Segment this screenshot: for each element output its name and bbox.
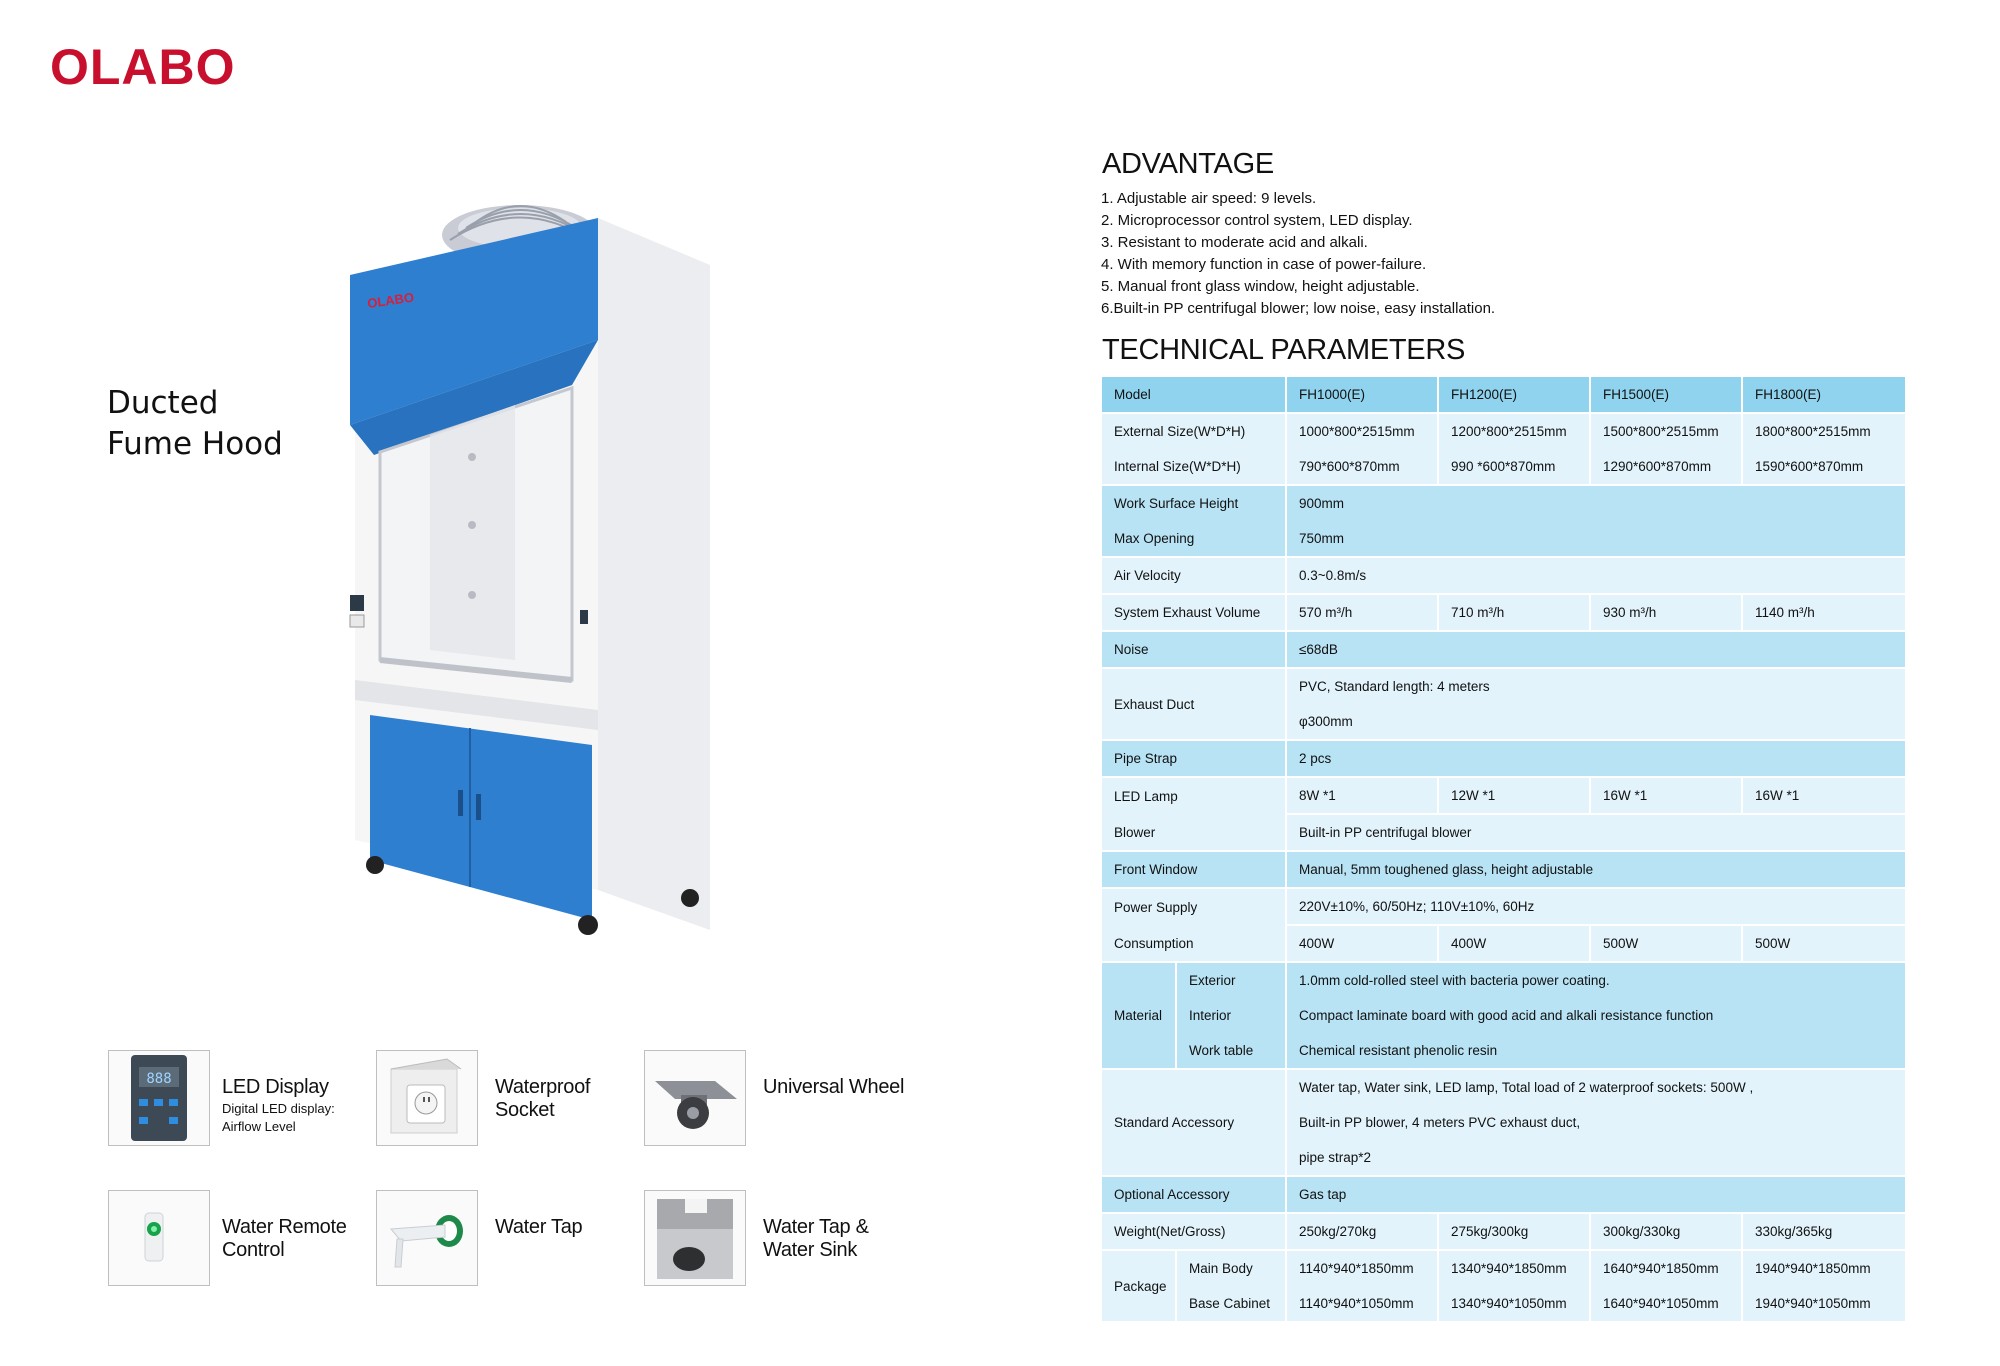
- cell: ≤68dB: [1286, 631, 1906, 668]
- cell: 220V±10%, 60/50Hz; 110V±10%, 60Hz: [1286, 888, 1906, 925]
- table-row-blower: [1102, 814, 1906, 851]
- cell: pipe strap*2: [1286, 1140, 1906, 1176]
- table-row-external-size: [1102, 413, 1906, 449]
- cell: 16W *1: [1590, 777, 1742, 814]
- row-label: Air Velocity: [1102, 557, 1286, 594]
- table-row-air-velocity: [1102, 557, 1906, 594]
- row-label: Front Window: [1102, 851, 1286, 888]
- cell: 1.0mm cold-rolled steel with bacteria power coating.: [1286, 962, 1906, 998]
- wheel-icon: [645, 1051, 745, 1145]
- remote-icon: [109, 1191, 209, 1285]
- technical-parameters-table: [1102, 377, 1907, 1323]
- cell: 1800*800*2515mm: [1742, 413, 1906, 449]
- water-sink-image: [644, 1190, 746, 1286]
- table-row-work-surface: [1102, 485, 1906, 521]
- led-display-image: [108, 1050, 210, 1146]
- row-label: Standard Accessory: [1102, 1069, 1286, 1176]
- table-row-model: [1102, 377, 1906, 413]
- advantage-item: 2. Microprocessor control system, LED display.: [1101, 212, 1413, 229]
- cell: 1000*800*2515mm: [1286, 413, 1438, 449]
- model-header: FH1000(E): [1286, 377, 1438, 413]
- row-label: Exhaust Duct: [1102, 668, 1286, 740]
- advantage-item: 6.Built-in PP centrifugal blower; low noise, easy installation.: [1101, 300, 1496, 317]
- cell: 500W: [1590, 925, 1742, 962]
- table-row-package-base: [1102, 1286, 1906, 1322]
- cell: 275kg/300kg: [1438, 1213, 1590, 1250]
- svg-text:888: 888: [146, 1071, 172, 1087]
- cell: 1590*600*870mm: [1742, 449, 1906, 485]
- sub-label: Work table: [1176, 1033, 1286, 1069]
- table-row-pipe-strap: [1102, 740, 1906, 777]
- cell: 570 m³/h: [1286, 594, 1438, 631]
- cell: 1940*940*1050mm: [1742, 1286, 1906, 1322]
- table-row-exhaust-volume: [1102, 594, 1906, 631]
- table-row-power-supply: [1102, 888, 1906, 925]
- cell: 0.3~0.8m/s: [1286, 557, 1906, 594]
- table-row-front-window: [1102, 851, 1906, 888]
- product-title-line1: Ducted: [107, 385, 219, 421]
- advantage-item: 4. With memory function in case of power-failure.: [1101, 256, 1427, 273]
- cell: 16W *1: [1742, 777, 1906, 814]
- hood-logo: OLABO: [366, 289, 415, 311]
- table-row-standard-accessory: [1102, 1069, 1906, 1105]
- cell: 1200*800*2515mm: [1438, 413, 1590, 449]
- cell: 1500*800*2515mm: [1590, 413, 1742, 449]
- cell: PVC, Standard length: 4 meters: [1286, 668, 1906, 704]
- table-row-optional-accessory: [1102, 1176, 1906, 1213]
- feature-waterproof-socket-title: Waterproof Socket: [495, 1076, 591, 1121]
- cell: φ300mm: [1286, 704, 1906, 740]
- socket-icon: [377, 1051, 477, 1145]
- row-label: Material: [1102, 962, 1176, 1069]
- row-label: External Size(W*D*H): [1102, 413, 1286, 449]
- cell: Gas tap: [1286, 1176, 1906, 1213]
- model-header: FH1800(E): [1742, 377, 1906, 413]
- table-row-material-worktable: [1102, 1033, 1906, 1069]
- advantage-title: ADVANTAGE: [1102, 148, 1274, 180]
- advantage-list: [1101, 188, 1621, 320]
- feature-water-sink-title: Water Tap & Water Sink: [763, 1216, 869, 1261]
- cell: 1290*600*870mm: [1590, 449, 1742, 485]
- table-row-material-exterior: [1102, 962, 1906, 998]
- advantage-item: 5. Manual front glass window, height adjustable.: [1101, 278, 1420, 295]
- row-label: Max Opening: [1102, 521, 1286, 557]
- tap-icon: [377, 1191, 477, 1285]
- cell: 1140*940*1850mm: [1286, 1250, 1438, 1286]
- feature-led-display-title: LED Display: [222, 1076, 329, 1098]
- feature-universal-wheel-title: Universal Wheel: [763, 1076, 905, 1098]
- row-label: LED Lamp: [1102, 777, 1286, 814]
- product-title: [107, 383, 283, 465]
- cell: 1640*940*1050mm: [1590, 1286, 1742, 1322]
- led-display-icon: [109, 1051, 209, 1145]
- row-label: Weight(Net/Gross): [1102, 1213, 1286, 1250]
- sub-label: Exterior: [1176, 962, 1286, 998]
- product-title-line2: Fume Hood: [107, 426, 283, 462]
- cell: 8W *1: [1286, 777, 1438, 814]
- sub-label: Base Cabinet: [1176, 1286, 1286, 1322]
- technical-parameters-title: TECHNICAL PARAMETERS: [1102, 334, 1465, 366]
- cell: 710 m³/h: [1438, 594, 1590, 631]
- cell: 12W *1: [1438, 777, 1590, 814]
- cell: 750mm: [1286, 521, 1906, 557]
- cell: 2 pcs: [1286, 740, 1906, 777]
- feature-water-tap-title: Water Tap: [495, 1216, 583, 1238]
- row-label: Pipe Strap: [1102, 740, 1286, 777]
- cell: Chemical resistant phenolic resin: [1286, 1033, 1906, 1069]
- feature-water-remote-title: Water Remote Control: [222, 1216, 347, 1261]
- table-row-max-opening: [1102, 521, 1906, 557]
- row-label: Optional Accessory: [1102, 1176, 1286, 1213]
- cell: 500W: [1742, 925, 1906, 962]
- cell: Water tap, Water sink, LED lamp, Total load of 2 waterproof sockets: 500W ,: [1286, 1069, 1906, 1105]
- table-row-package-main: [1102, 1250, 1906, 1286]
- row-label: Noise: [1102, 631, 1286, 668]
- cell: 1940*940*1850mm: [1742, 1250, 1906, 1286]
- cell: 930 m³/h: [1590, 594, 1742, 631]
- cell: 330kg/365kg: [1742, 1213, 1906, 1250]
- row-label: Package: [1102, 1250, 1176, 1322]
- model-header: FH1500(E): [1590, 377, 1742, 413]
- table-row-noise: [1102, 631, 1906, 668]
- row-label: System Exhaust Volume: [1102, 594, 1286, 631]
- cell: Built-in PP blower, 4 meters PVC exhaust duct,: [1286, 1105, 1906, 1140]
- table-row-consumption: [1102, 925, 1906, 962]
- advantage-item: 1. Adjustable air speed: 9 levels.: [1101, 190, 1317, 207]
- cell: Built-in PP centrifugal blower: [1286, 814, 1906, 851]
- advantage-item: 3. Resistant to moderate acid and alkali.: [1101, 234, 1368, 251]
- table-row-led-lamp: [1102, 777, 1906, 814]
- cell: 900mm: [1286, 485, 1906, 521]
- cell: 250kg/270kg: [1286, 1213, 1438, 1250]
- table-row-material-interior: [1102, 998, 1906, 1033]
- brand-logo: OLABO: [50, 39, 236, 95]
- cell: 300kg/330kg: [1590, 1213, 1742, 1250]
- cell: 1340*940*1050mm: [1438, 1286, 1590, 1322]
- universal-wheel-image: [644, 1050, 746, 1146]
- row-label: Internal Size(W*D*H): [1102, 449, 1286, 485]
- cell: Manual, 5mm toughened glass, height adjustable: [1286, 851, 1906, 888]
- table-row-exhaust-duct: [1102, 668, 1906, 704]
- row-label: Power Supply: [1102, 888, 1286, 925]
- cell: 400W: [1286, 925, 1438, 962]
- model-header: FH1200(E): [1438, 377, 1590, 413]
- cell: 1140 m³/h: [1742, 594, 1906, 631]
- cell: Compact laminate board with good acid and alkali resistance function: [1286, 998, 1906, 1033]
- sub-label: Main Body: [1176, 1250, 1286, 1286]
- fume-hood-illustration: [340, 190, 720, 950]
- feature-led-display-subtitle: Digital LED display: Airflow Level: [222, 1101, 335, 1134]
- row-label: Blower: [1102, 814, 1286, 851]
- sub-label: Interior: [1176, 998, 1286, 1033]
- sink-icon: [645, 1191, 745, 1285]
- cell: 1140*940*1050mm: [1286, 1286, 1438, 1322]
- table-row-weight: [1102, 1213, 1906, 1250]
- cell: 790*600*870mm: [1286, 449, 1438, 485]
- waterproof-socket-image: [376, 1050, 478, 1146]
- row-label: Model: [1102, 377, 1286, 413]
- water-tap-image: [376, 1190, 478, 1286]
- cell: 1340*940*1850mm: [1438, 1250, 1590, 1286]
- cell: 990 *600*870mm: [1438, 449, 1590, 485]
- row-label: Consumption: [1102, 925, 1286, 962]
- water-remote-image: [108, 1190, 210, 1286]
- table-row-internal-size: [1102, 449, 1906, 485]
- row-label: Work Surface Height: [1102, 485, 1286, 521]
- cell: 1640*940*1850mm: [1590, 1250, 1742, 1286]
- cell: 400W: [1438, 925, 1590, 962]
